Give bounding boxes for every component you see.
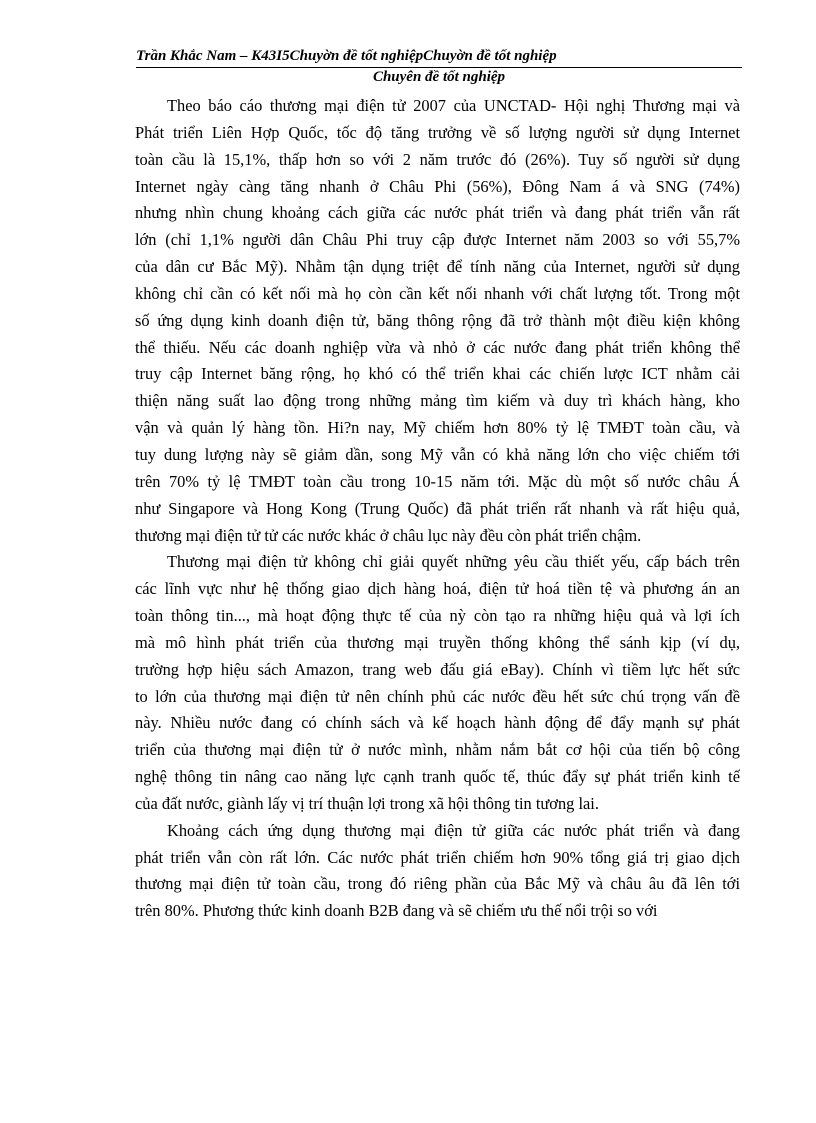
text-line: thể thiếu. Nếu các doanh nghiệp vừa và nhỏ ở các nước đang phát triển không thể (135, 337, 740, 357)
paragraph (135, 93, 740, 549)
text-line: của dân cư Bắc Mỹ). Nhằm tận dụng triệt để tính năng của Internet, người sử dụng (135, 257, 740, 277)
text-line: Internet ngày càng tăng nhanh ở Châu Phi (56%), Đông Nam á và SNG (74%) (135, 176, 740, 196)
text-line: thiện năng suất lao động trong những mảng tìm kiếm và duy trì khách hàng, kho (135, 391, 740, 411)
text-line: mà mô hình phát triển của thương mại truyền thống không thể sánh kịp (ví dụ, (135, 632, 740, 652)
text-line: các lĩnh vực như hệ thống giao dịch hàng hoá, điện tử hoá tiền tệ và phương án an (135, 579, 740, 599)
text-line: truy cập Internet băng rộng, họ khó có thể triển khai các chiến lược ICT nhằm cải (135, 364, 740, 384)
text-line: triển của thương mại điện tử ở nước mình, nhằm nắm bắt cơ hội của tiến bộ công (135, 740, 740, 760)
header-author-title: Trần Khắc Nam – K43I5Chuyờn đề tốt nghiệpChuyờn đề tốt nghiệp (136, 48, 557, 64)
body-text (135, 93, 740, 925)
text-line: nghệ thông tin nâng cao năng lực cạnh tranh quốc tế, thúc đẩy sự phát triển kinh tế (135, 767, 740, 787)
text-line: thương mại điện tử tử các nước khác ở châu lục này đều còn phát triển chậm. (135, 525, 642, 545)
text-line: Thương mại điện tử không chỉ giải quyết những yêu cầu thiết yếu, cấp bách trên (167, 552, 740, 572)
text-line: nhưng nhìn chung khoảng cách giữa các nước phát triển và đang phát triển vẫn rất (135, 203, 740, 223)
text-line: phát triển vẫn còn rất lớn. Các nước phát triển chiếm hơn 90% tổng giá trị giao dịch (135, 847, 740, 867)
text-line: trên 70% tỷ lệ TMĐT toàn cầu trong 10-15 năm tới. Mặc dù một số nước châu Á (135, 471, 740, 491)
text-line: không chỉ cần có kết nối mà họ còn cần kết nối nhanh với chất lượng tốt. Trong một (135, 283, 740, 303)
text-line: thương mại điện tử toàn cầu, trong đó riêng phần của Bắc Mỹ và châu âu đã lên tới (135, 874, 740, 894)
text-line: trường hợp hiệu sách Amazon, trang web đấu giá eBay). Chính vì tiềm lực hết sức (135, 659, 740, 679)
text-line: toàn thông tin..., mà hoạt động thực tế của nỳ còn tạo ra những hiệu quả và lợi ích (135, 606, 740, 626)
page-header (136, 46, 742, 86)
text-line: toàn cầu là 15,1%, thấp hơn so với 2 năm trước đó (26%). Tuy số người sử dụng (135, 149, 740, 169)
text-line: Phát triển Liên Hợp Quốc, tốc độ tăng trưởng về số lượng người sử dụng Internet (135, 122, 740, 142)
header-document-title: Chuyên đề tốt nghiệp (372, 69, 506, 85)
text-line: Theo báo cáo thương mại điện tử 2007 của UNCTAD- Hội nghị Thương mại và (167, 96, 740, 115)
text-line: Khoảng cách ứng dụng thương mại điện tử giữa các nước phát triển và đang (167, 820, 740, 840)
text-line: tuy dung lượng này sẽ giảm dần, song Mỹ vẫn có khả năng lớn cho việc chiếm tới (135, 444, 740, 464)
text-line: như Singapore và Hong Kong (Trung Quốc) đã phát triển rất nhanh và rất hiệu quả, (135, 498, 740, 518)
text-line: trên 80%. Phương thức kinh doanh B2B đang và sẽ chiếm ưu thế nổi trội so với (135, 901, 658, 921)
text-line: này. Nhiều nước đang có chính sách và kế hoạch hành động để đẩy mạnh sự phát (135, 713, 740, 733)
text-line: to lớn của thương mại điện tử nên chính phủ các nước đều hết sức chú trọng vấn đề (135, 686, 740, 706)
text-line: số ứng dụng kinh doanh điện tử, băng thông rộng đã trở thành một điều kiện không (135, 310, 740, 330)
text-line: lớn (chỉ 1,1% người dân Châu Phi truy cập được Internet năm 2003 so với 55,7% (135, 230, 740, 250)
text-line: của đất nước, giành lấy vị trí thuận lợi trong xã hội thông tin tương lai. (135, 793, 599, 813)
text-line: vận và quản lý hàng tồn. Hi?n nay, Mỹ chiếm hơn 80% tỷ lệ TMĐT toàn cầu, và (135, 418, 740, 438)
paragraph (135, 818, 740, 925)
paragraph (135, 549, 740, 817)
